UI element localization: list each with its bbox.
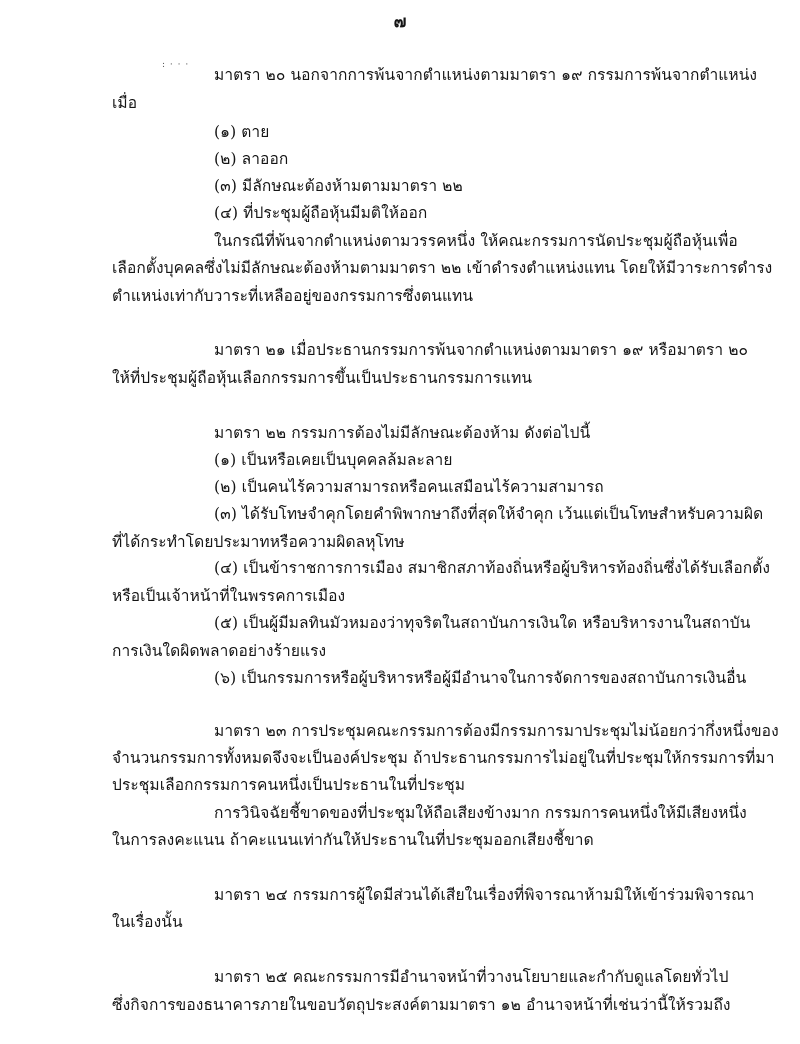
text-line: ในกรณีที่พ้นจากตำแหน่งตามวรรคหนึ่ง ให้คณะกรรมการนัดประชุมผู้ถือหุ้นเพื่อ [214,232,738,250]
text-line: ซึ่งกิจการของธนาคารภายในขอบวัตถุประสงค์ตามมาตรา ๑๒ อำนาจหน้าที่เช่นว่านี้ให้รวมถึง [112,996,731,1014]
text-line: ที่ได้กระทำโดยประมาทหรือความผิดลหุโทษ [112,533,405,551]
text-line: เมื่อ [112,94,138,112]
list-item: (๑) เป็นหรือเคยเป็นบุคคลล้มละลาย [214,451,453,469]
text-line: ตำแหน่งเท่ากับวาระที่เหลืออยู่ของกรรมการซึ่งตนแทน [112,287,474,305]
list-item: (๑) ตาย [214,123,270,141]
list-item: (๒) ลาออก [214,150,289,168]
section-21-heading: มาตรา ๒๑ เมื่อประธานกรรมการพ้นจากตำแหน่งตามมาตรา ๑๙ หรือมาตรา ๒๐ [214,341,749,359]
list-item: (๓) มีลักษณะต้องห้ามตามมาตรา ๒๒ [214,177,463,195]
section-25-heading: มาตรา ๒๕ คณะกรรมการมีอำนาจหน้าที่วางนโยบายและกำกับดูแลโดยทั่วไป [214,968,729,986]
text-line: ประชุมเลือกกรรมการคนหนึ่งเป็นประธานในที่ประชุม [112,776,466,794]
scan-speck: : · · · [162,60,190,70]
list-item: (๓) ได้รับโทษจำคุกโดยคำพิพากษาถึงที่สุดให้จำคุก เว้นแต่เป็นโทษสำหรับความผิด [214,505,764,523]
text-line: เลือกตั้งบุคคลซึ่งไม่มีลักษณะต้องห้ามตามมาตรา ๒๒ เข้าดำรงตำแหน่งแทน โดยให้มีวาระการดำรง [112,259,773,277]
list-item: (๕) เป็นผู้มีมลทินมัวหมองว่าทุจริตในสถาบันการเงินใด หรือบริหารงานในสถาบัน [214,614,751,632]
section-22-heading: มาตรา ๒๒ กรรมการต้องไม่มีลักษณะต้องห้าม ดังต่อไปนี้ [214,424,591,442]
section-24-heading: มาตรา ๒๔ กรรมการผู้ใดมีส่วนได้เสียในเรื่องที่พิจารณาห้ามมิให้เข้าร่วมพิจารณา [214,886,755,904]
text-line: ในเรื่องนั้น [112,913,183,931]
text-line: จำนวนกรรมการทั้งหมดจึงจะเป็นองค์ประชุม ถ้าประธานกรรมการไม่อยู่ในที่ประชุมให้กรรมการที่มา [112,749,775,767]
list-item: (๔) เป็นข้าราชการการเมือง สมาชิกสภาท้องถิ่นหรือผู้บริหารท้องถิ่นซึ่งได้รับเลือกตั้ง [214,559,771,577]
section-23-heading: มาตรา ๒๓ การประชุมคณะกรรมการต้องมีกรรมการมาประชุมไม่น้อยกว่ากึ่งหนึ่งของ [214,722,779,740]
text-line: ในการลงคะแนน ถ้าคะแนนเท่ากันให้ประธานในที่ประชุมออกเสียงชี้ขาด [112,831,594,849]
list-item: (๒) เป็นคนไร้ความสามารถหรือคนเสมือนไร้ความสามารถ [214,478,604,496]
text-line: หรือเป็นเจ้าหน้าที่ในพรรคการเมือง [112,587,346,605]
text-line: การเงินใดผิดพลาดอย่างร้ายแรง [112,642,327,660]
list-item: (๖) เป็นกรรมการหรือผู้บริหารหรือผู้มีอำนาจในการจัดการของสถาบันการเงินอื่น [214,669,747,687]
section-20-heading: มาตรา ๒๐ นอกจากการพ้นจากตำแหน่งตามมาตรา ๑๙ กรรมการพ้นจากตำแหน่ง [214,66,758,84]
text-line: การวินิจฉัยชี้ขาดของที่ประชุมให้ถือเสียงข้างมาก กรรมการคนหนึ่งให้มีเสียงหนึ่ง [214,804,747,822]
text-line: ให้ที่ประชุมผู้ถือหุ้นเลือกกรรมการขึ้นเป็นประธานกรรมการแทน [112,369,533,387]
page-number: ๗ [393,12,407,32]
list-item: (๔) ที่ประชุมผู้ถือหุ้นมีมติให้ออก [214,204,428,222]
